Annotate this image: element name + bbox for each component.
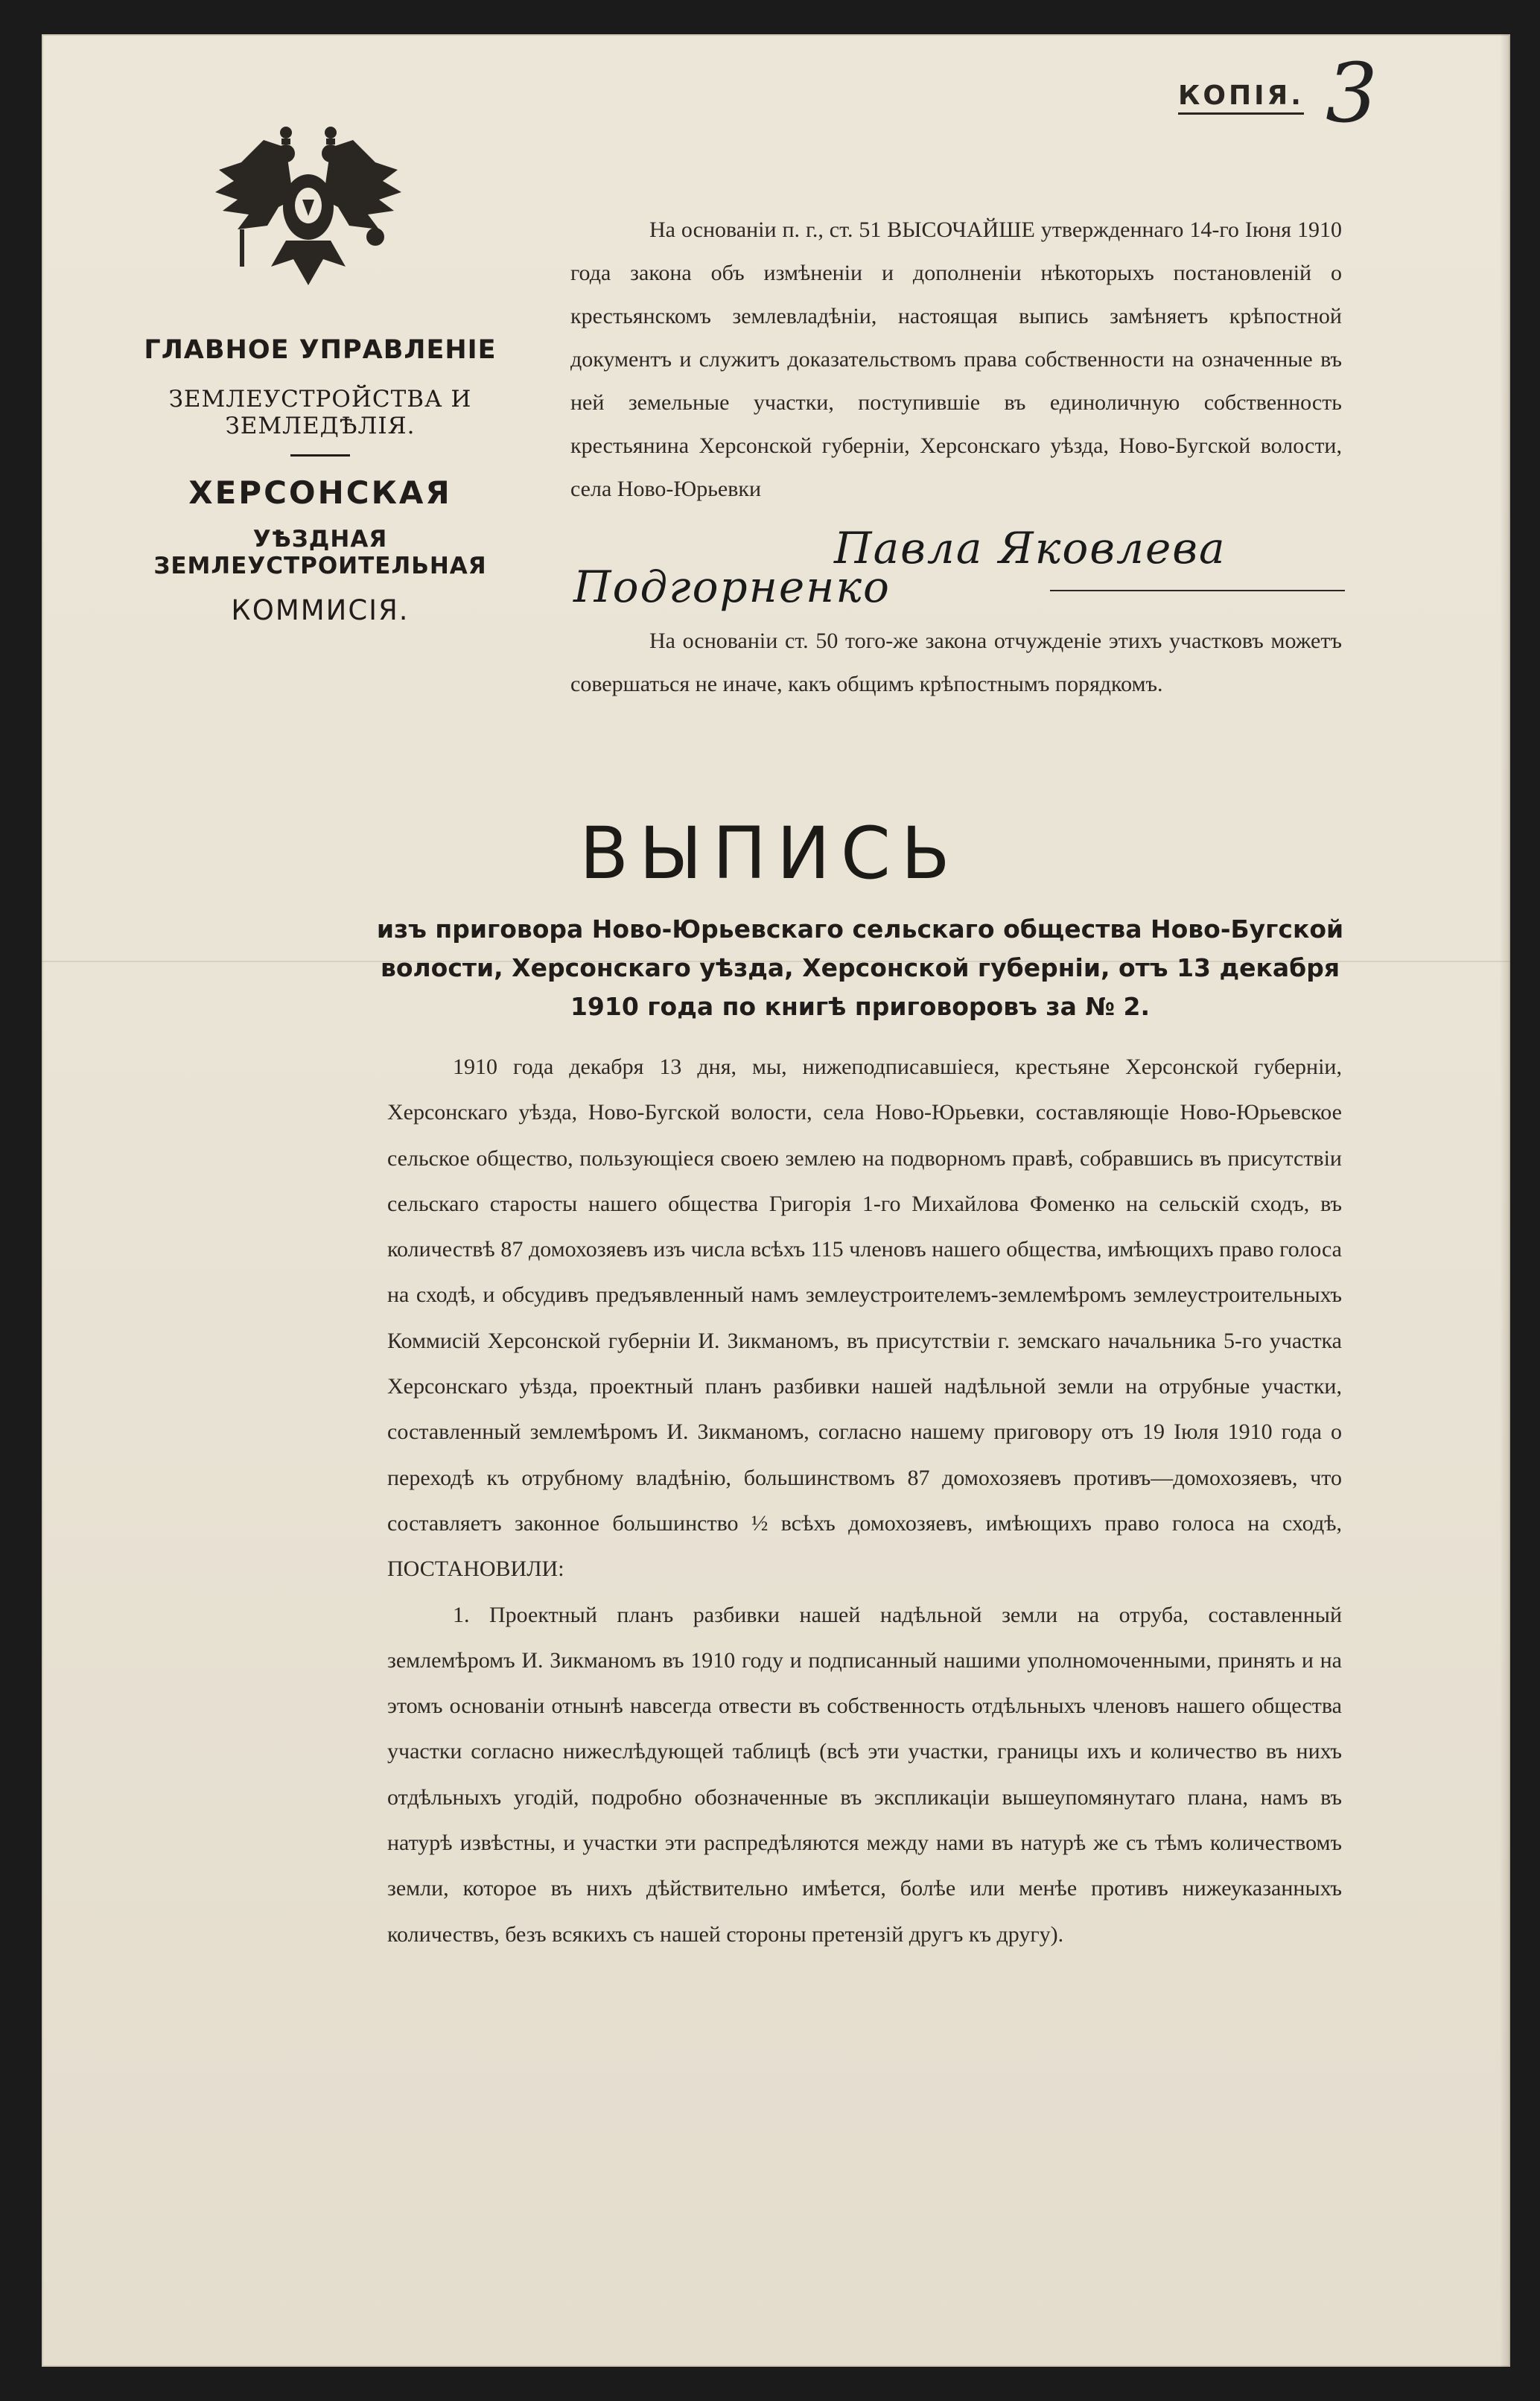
document-subtitle: изъ приговора Ново-Юрьевскаго сельскаго общества Ново-Бугской волости, Херсонскаго уѣзда, Херсонской губерніи, отъ 13 декабря 1910 года по книгѣ приговоровъ за № 2. (376, 915, 1344, 1021)
owner-first-name: Павла Яковлева (834, 523, 1226, 573)
copy-label: КОПІЯ. (1178, 80, 1304, 115)
authority-line-2: ЗЕМЛЕУСТРОЙСТВА И ЗЕМЛЕДѢЛІЯ. (168, 386, 472, 439)
intro-text-2 (570, 620, 1342, 706)
authority-divider (290, 454, 350, 457)
intro-paragraph-2: На основаніи ст. 50 того-же закона отчужденіе этихъ участковъ можетъ совершаться не иначе, какъ общимъ крѣпостнымъ порядкомъ. (570, 629, 1342, 696)
body-paragraph-2: 1. Проектный планъ разбивки нашей надѣльной земли на отруба, составленный землемѣромъ И. Зикманомъ въ 1910 году и подписанный нашими уполномоченными, принять и на этомъ основаніи отнынѣ навсегда отвести въ собственность отдѣльныхъ членовъ нашего общества участки согласно нижеслѣдующей таблицѣ (всѣ эти участки, границы ихъ и количество въ нихъ отдѣльныхъ угодій, подробно обозначенные въ экспликаціи вышеупомянутаго плана, намъ въ натурѣ извѣстны, и участки эти распредѣляются между нами въ натурѣ же съ тѣмъ количествомъ земли, которое въ нихъ дѣйствительно имѣется, болѣе или менѣе противъ нижеуказанныхъ количествъ, безъ всякихъ съ нашей стороны претензій другъ къ другу). (387, 1602, 1342, 1947)
double-headed-eagle-icon (211, 118, 405, 296)
owner-last-name: Подгорненко (573, 562, 891, 612)
issuing-authority-block (104, 335, 536, 626)
body-text (387, 1044, 1342, 1957)
intro-text (570, 209, 1342, 511)
document-title: ВЫПИСЬ (579, 812, 961, 895)
owner-underline (1050, 590, 1345, 591)
page-number: 3 (1326, 45, 1378, 141)
authority-line-4: УѢЗДНАЯ ЗЕМЛЕУСТРОИТЕЛЬНАЯ (153, 526, 487, 579)
body-paragraph-1: 1910 года декабря 13 дня, мы, нижеподписавшіеся, крестьяне Херсонской губерніи, Херсонскаго уѣзда, Ново-Бугской волости, села Ново-Юрьевки, составляющіе Ново-Юрьевское сельское общество, пользующіеся своею землею на подворномъ правѣ, собравшись въ присутствіи сельскаго старосты нашего общества Григорія 1-го Михайлова Фоменко на сельскій сходъ, въ количествѣ 87 домохозяевъ изъ числа всѣхъ 115 членовъ нашего общества, имѣющихъ право голоса на сходѣ, и обсудивъ предъявленный намъ землеустроителемъ-землемѣромъ землеустроительныхъ Коммисій Херсонской губерніи И. Зикманомъ, въ присутствіи г. земскаго начальника 5-го участка Херсонскаго уѣзда, проектный планъ разбивки нашей надѣльной земли на отрубные участки, составленный землемѣромъ И. Зикманомъ, согласно нашему приговору отъ 19 Іюля 1910 года о переходѣ къ отрубному владѣнію, большинствомъ 87 домохозяевъ противъ—домохозяевъ, что составляетъ законное большинство ½ всѣхъ домохозяевъ, имѣющихъ право голоса на сходѣ, ПОСТАНОВИЛИ: (387, 1055, 1342, 1582)
intro-paragraph-1: На основаніи п. г., ст. 51 ВЫСОЧАЙШЕ утвержденнаго 14-го Іюня 1910 года закона объ измѣненіи и дополненіи нѣкоторыхъ постановленій о крестьянскомъ землевладѣніи, настоящая выпись замѣняетъ крѣпостной документъ и служитъ доказательствомъ права собственности на означенные въ ней земельные участки, поступившіе въ единоличную собственность крестьянина Херсонской губерніи, Херсонскаго уѣзда, Ново-Бугской волости, села Ново-Юрьевки (570, 217, 1342, 501)
authority-line-1: ГЛАВНОЕ УПРАВЛЕНІЕ (144, 335, 497, 365)
authority-line-3: ХЕРСОНСКАЯ (188, 474, 452, 511)
authority-line-5: КОММИСІЯ. (231, 594, 410, 626)
